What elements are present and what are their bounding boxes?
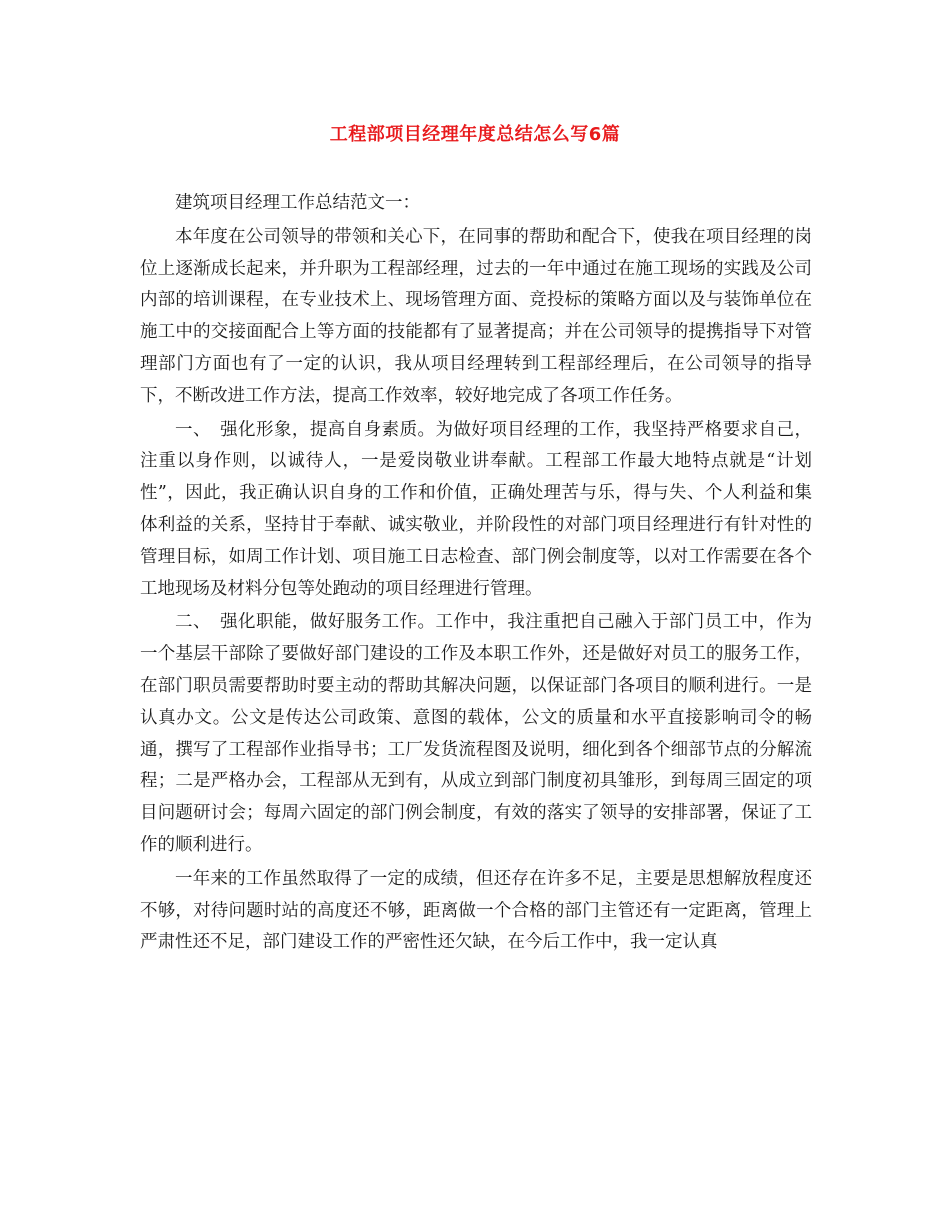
paragraph-intro-heading: 建筑项目经理工作总结范文一： — [175, 193, 420, 213]
document-body — [140, 188, 812, 961]
paragraph-overview: 本年度在公司领导的带领和关心下，在同事的帮助和配合下，使我在项目经理的岗位上逐渐成长起来，并升职为工程部经理，过去的一年中通过在施工现场的实践及公司内部的培训课程，在专业技术上、现场管理方面、竞投标的策略方面以及与装饰单位在施工中的交接面配合上等方面的技能都有了显著提高；并在公司领导的提携指导下对管理部门方面也有了一定的认识，我从项目经理转到工程部经理后，在公司领导的指导下，不断改进工作方法，提高工作效率，较好地完成了各项工作任务。 — [140, 226, 812, 406]
document-title: 工程部项目经理年度总结怎么写6篇 — [329, 124, 621, 145]
paragraph-shortcomings: 一年来的工作虽然取得了一定的成绩，但还存在许多不足，主要是思想解放程度还不够，对待问题时站的高度还不够，距离做一个合格的部门主管还有一定距离，管理上严肃性还不足，部门建设工作的严密性还欠缺，在今后工作中，我一定认真 — [140, 868, 812, 953]
paragraph-section-two: 二、 强化职能，做好服务工作。工作中，我注重把自己融入于部门员工中，作为一个基层干部除了要做好部门建设的工作及本职工作外，还是做好对员工的服务工作，在部门职员需要帮助时要主动的帮助其解决问题，以保证部门各项目的顺利进行。一是认真办文。公文是传达公司政策、意图的载体，公文的质量和水平直接影响司令的畅通，撰写了工程部作业指导书；工厂发货流程图及说明，细化到各个细部节点的分解流程；二是严格办会，工程部从无到有，从成立到部门制度初具雏形，到每周三固定的项目问题研讨会；每周六固定的部门例会制度，有效的落实了领导的安排部署，保证了工作的顺利进行。 — [140, 612, 812, 855]
paragraph-section-one: 一、 强化形象，提高自身素质。为做好项目经理的工作，我坚持严格要求自己，注重以身作则，以诚待人，一是爱岗敬业讲奉献。工程部工作最大地特点就是“计划性”，因此，我正确认识自身的工作和价值，正确处理苦与乐，得与失、个人利益和集体利益的关系，坚持甘于奉献、诚实敬业，并阶段性的对部门项目经理进行有针对性的管理目标，如周工作计划、项目施工日志检查、部门例会制度等，以对工作需要在各个工地现场及材料分包等处跑动的项目经理进行管理。 — [140, 419, 812, 599]
